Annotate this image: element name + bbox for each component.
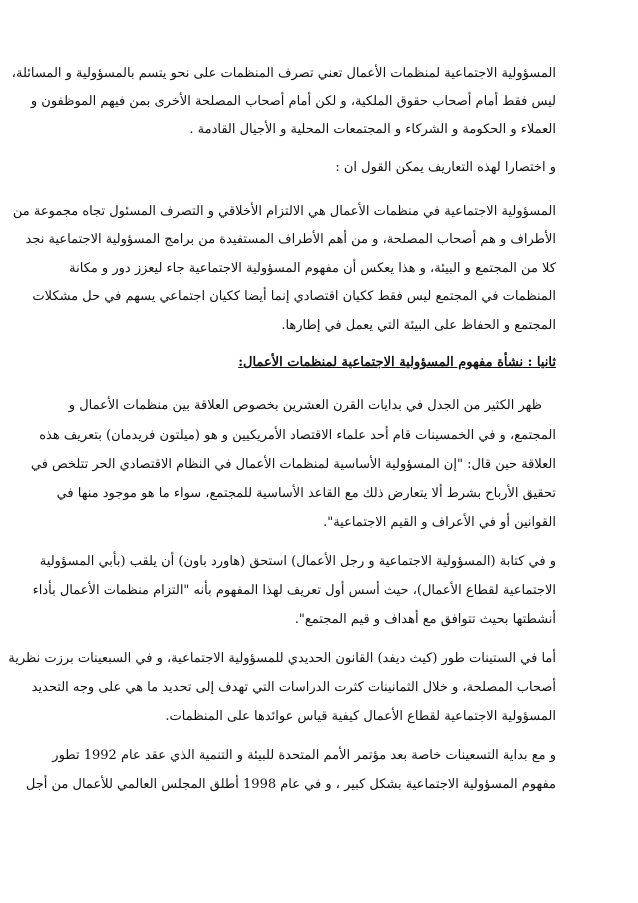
text-line: أصحاب المصلحة، و خلال الثمانينات كثرت الدراسات التي تهدف إلى تحديد ما هي على وجه التحديد (31, 680, 556, 695)
text-line: المجتمع و الحفاظ على البيئة التي يعمل في إطارها. (281, 318, 556, 333)
text-line: ليس فقط أمام أصحاب حقوق الملكية، و لكن أمام أصحاب المصلحة الأخرى بمن فيهم الموظفون و (30, 94, 556, 109)
text-line: كلا من المجتمع و البيئة، و هذا يعكس أن مفهوم المسؤولية الاجتماعية جاء ليعزز دور و مكانة (69, 261, 556, 276)
text-line: الأطراف و هم أصحاب المصلحة، و من أهم الأطراف المستفيدة من برامج المسؤولية الاجتماعية نجد (25, 232, 556, 247)
text-line: تحقيق الأرباح بشرط ألا يتعارض ذلك مع القاعد الأساسية للمجتمع، سواء ما هو موجود منها في (56, 486, 556, 501)
text-line: المسؤولية الاجتماعية لقطاع الأعمال كيفية قياس عوائدها على المنظمات. (165, 709, 556, 724)
text-line: ظهر الكثير من الجدل في بدايات القرن العشرين بخصوص العلاقة بين منظمات الأعمال و (68, 398, 542, 413)
text-line: و في كتابة (المسؤولية الاجتماعية و رجل الأعمال) استحق (هاورد باون) أن يلقب (بأبي المسؤولية (39, 554, 556, 569)
text-line: المنظمات في المجتمع ليس فقط ككيان اقتصادي إنما أيضا ككيان اجتماعي يسهم في حل مشكلات (32, 289, 556, 304)
text-line: العلاقة حين قال: "إن المسؤولية الأساسية لمنظمات الأعمال في النظام الاقتصادي الحر تتلخص في (30, 457, 556, 472)
text-line: الاجتماعية لقطاع الأعمال)، حيث أسس أول تعريف لهذا المفهوم بأنه "التزام منظمات الأعمال بأداء (32, 583, 556, 598)
text-line: المسؤولية الاجتماعية لمنظمات الأعمال تعني تصرف المنظمات على نحو يتسم بالمسؤولية و المسائلة، (11, 66, 556, 81)
text-line: و اختصارا لهذه التعاريف يمكن القول ان : (335, 160, 556, 175)
text-line: العملاء و الحكومة و الشركاء و المجتمعات المحلية و الأجيال القادمة . (189, 122, 556, 137)
text-line: المسؤولية الاجتماعية في منظمات الأعمال هي الالتزام الأخلاقي و التصرف المسئول تجاه مجموعة من (12, 204, 556, 219)
section-heading: ثانيا : نشأة مفهوم المسؤولية الاجتماعية لمنظمات الأعمال: (238, 355, 556, 370)
text-line: القوانين أو في الأعراف و القيم الاجتماعية". (323, 515, 556, 530)
text-line: المجتمع، و في الخمسينات قام أحد علماء الاقتصاد الأمريكيين و هو (ميلتون فريدمان) بتعريف هذه (39, 428, 556, 443)
text-line: أما في الستينات طور (كيث ديفد) القانون الحديدي للمسؤولية الاجتماعية، و في السبعينات برزت نظرية (8, 651, 556, 666)
text-line: و مع بداية التسعينات خاصة بعد مؤتمر الأمم المتحدة للبيئة و التنمية الذي عقد عام 1992 تطور (52, 748, 556, 763)
text-line: أنشطتها بحيث تتوافق مع أهداف و قيم المجتمع". (294, 612, 556, 627)
text-line: مفهوم المسؤولية الاجتماعية بشكل كبير ، و في عام 1998 أطلق المجلس العالمي للأعمال من أجل (25, 777, 556, 792)
